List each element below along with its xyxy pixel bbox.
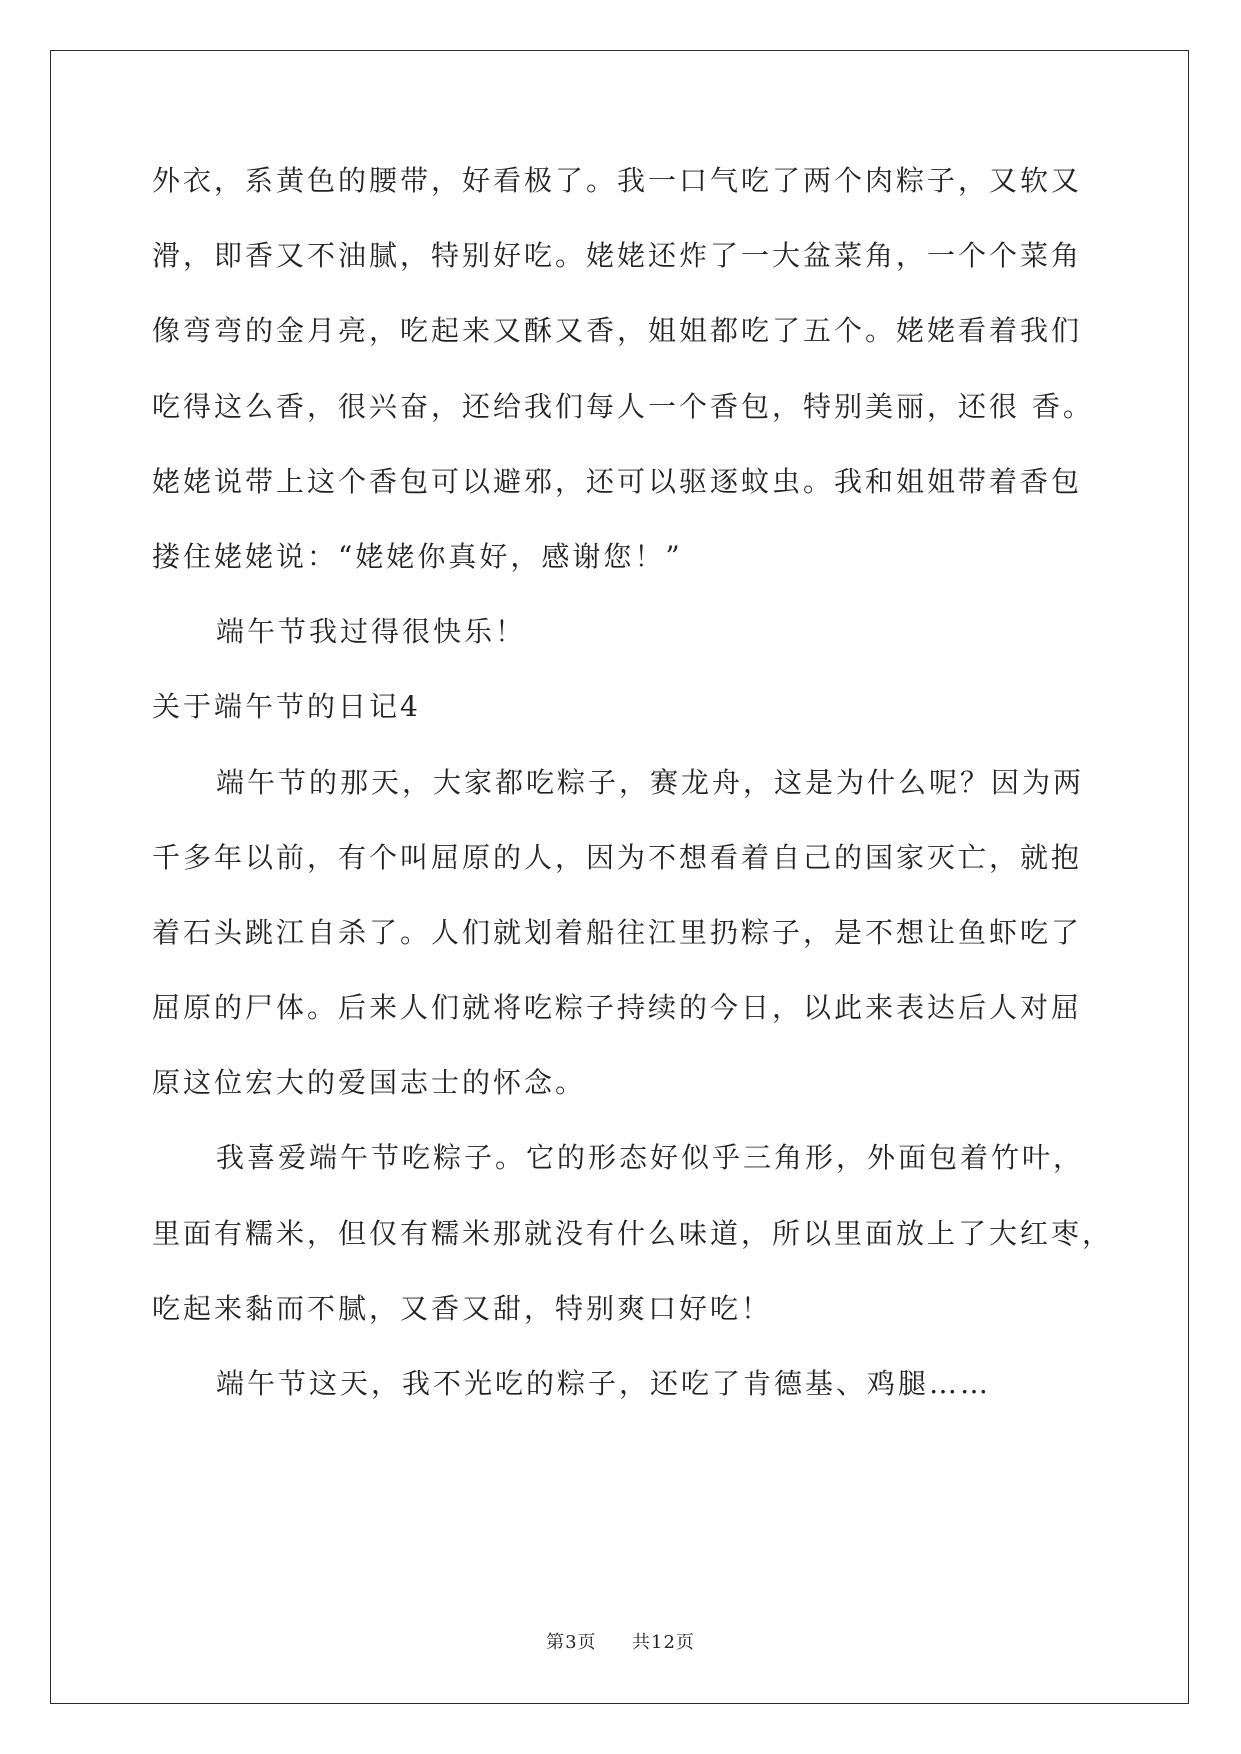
- paragraph-line: 端午节的那天，大家都吃粽子，赛龙舟，这是为什么呢？因为两: [216, 765, 1085, 799]
- text-line: 搂住姥姥说：“姥姥你真好，感谢您！”: [152, 539, 683, 573]
- paragraph-line: 端午节我过得很快乐！: [216, 615, 527, 649]
- page-footer: [0, 1628, 1241, 1654]
- text-line: 吃起来黏而不腻，又香又甜，特别爽口好吃！: [152, 1291, 773, 1325]
- text-line: 吃得这么香，很兴奋，还给我们每人一个香包，特别美丽，还很 香。: [152, 389, 1094, 423]
- paragraph-line: 端午节这天，我不光吃的粽子，还吃了肯德基、鸡腿……: [216, 1367, 992, 1400]
- text-line: 千多年以前，有个叫屈原的人，因为不想看着自己的国家灭亡，就抱: [152, 840, 1083, 874]
- text-line: 像弯弯的金月亮，吃起来又酥又香，姐姐都吃了五个。姥姥看着我们: [152, 314, 1083, 348]
- page-total: 共12页: [632, 1632, 695, 1653]
- text-line: 原这位宏大的爱国志士的怀念。: [152, 1066, 587, 1100]
- page-number: 第3页: [546, 1632, 597, 1653]
- text-line: 屈原的尸体。后来人们就将吃粽子持续的今日，以此来表达后人对屈: [152, 991, 1083, 1025]
- section-heading: 关于端午节的日记4: [152, 690, 421, 724]
- paragraph-line: 我喜爱端午节吃粽子。它的形态好似乎三角形，外面包着竹叶，: [216, 1141, 1085, 1175]
- document-body: [152, 163, 1112, 1441]
- text-line: 姥姥说带上这个香包可以避邪，还可以驱逐蚊虫。我和姐姐带着香包: [152, 464, 1083, 498]
- text-line: 外衣，系黄色的腰带，好看极了。我一口气吃了两个肉粽子，又软又: [152, 164, 1083, 197]
- text-line: 着石头跳江自杀了。人们就划着船往江里扔粽子，是不想让鱼虾吃了: [152, 915, 1083, 949]
- text-line: 里面有糯米，但仅有糯米那就没有什么味道，所以里面放上了大红枣，: [152, 1216, 1114, 1250]
- text-line: 滑，即香又不油腻，特别好吃。姥姥还炸了一大盆菜角，一个个菜角: [152, 239, 1083, 273]
